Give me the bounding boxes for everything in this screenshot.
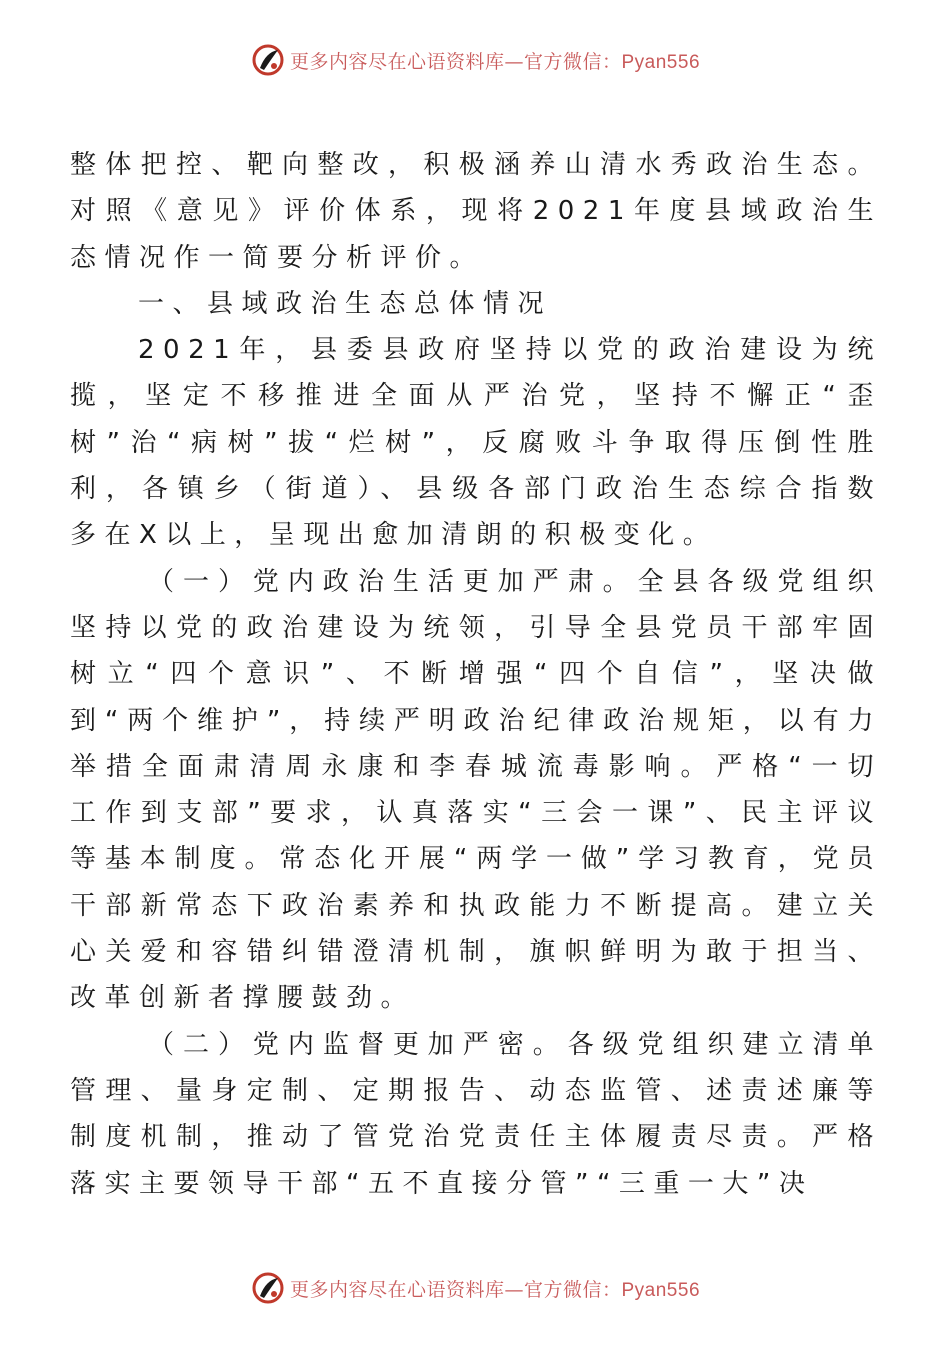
- paragraph-subsection-2: （二）党内监督更加严密。各级党组织建立清单管理、量身定制、定期报告、动态监管、述责述廉等制度机制，推动了管党治党责任主体履责尽责。严格落实主要领导干部“五不直接分管”“三重一大”决: [70, 1029, 882, 1199]
- paragraph-intro: 整体把控、靶向整改，积极涵养山清水秀政治生态。对照《意见》评价体系，现将2021年度县域政治生态情况作一简要分析评价。: [70, 150, 882, 273]
- paragraph-overview: 2021年，县委县政府坚持以党的政治建设为统揽，坚定不移推进全面从严治党，坚持不懈正“歪树”治“病树”拔“烂树”，反腐败斗争取得压倒性胜利，各镇乡（街道）、县级各部门政治生态综合指数多在X以上，呈现出愈加清朗的积极变化。: [70, 335, 882, 551]
- watermark-footer: [0, 1266, 950, 1310]
- document-body: [70, 142, 882, 1207]
- section-heading: 一、县域政治生态总体情况: [138, 288, 553, 319]
- brush-logo-icon: [250, 42, 286, 78]
- watermark-header: [0, 38, 950, 82]
- watermark-wechat-id: Pyan556: [621, 51, 701, 73]
- brush-logo-icon: [250, 1270, 286, 1306]
- watermark-wechat-id: Pyan556: [621, 1279, 701, 1301]
- watermark-text: 更多内容尽在心语资料库—官方微信：Pyan556: [289, 50, 701, 73]
- watermark-text: 更多内容尽在心语资料库—官方微信：Pyan556: [289, 1278, 701, 1301]
- paragraph-subsection-1: （一）党内政治生活更加严肃。全县各级党组织坚持以党的政治建设为统领，引导全县党员干部牢固树立“四个意识”、不断增强“四个自信”，坚决做到“两个维护”，持续严明政治纪律政治规矩，以有力举措全面肃清周永康和李春城流毒影响。严格“一切工作到支部”要求，认真落实“三会一课”、民主评议等基本制度。常态化开展“两学一做”学习教育，党员干部新常态下政治素养和执政能力不断提高。建立关心关爱和容错纠错澄清机制，旗帜鲜明为敢于担当、改革创新者撑腰鼓劲。: [70, 566, 882, 1014]
